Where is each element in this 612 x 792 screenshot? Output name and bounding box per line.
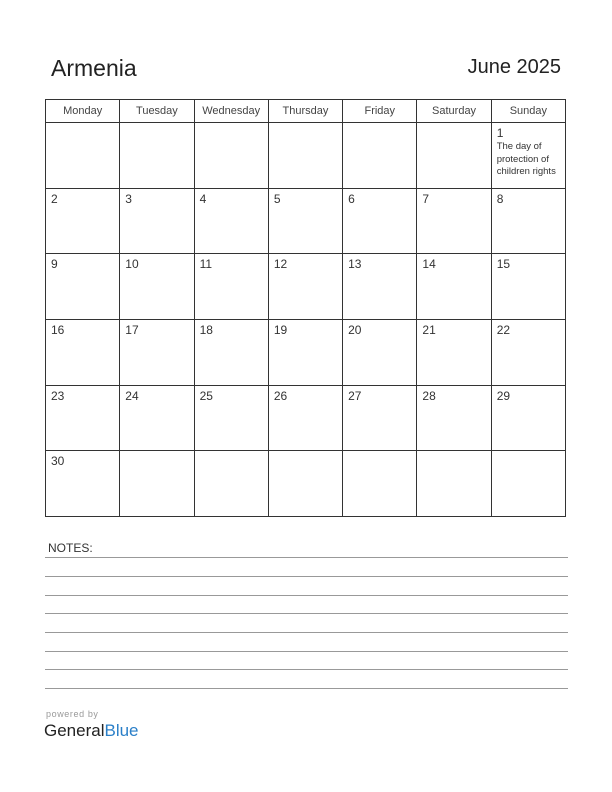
day-number: 15	[496, 257, 511, 272]
day-cell	[491, 254, 565, 320]
day-cell	[343, 254, 417, 320]
day-cell	[491, 188, 565, 254]
day-number: 24	[125, 388, 139, 403]
day-number	[46, 123, 119, 126]
day-number: 9	[51, 257, 58, 272]
day-number	[195, 451, 268, 454]
day-cell	[120, 451, 194, 517]
weekday-header-row	[46, 100, 566, 123]
day-cell	[343, 123, 417, 189]
day-number: 20	[348, 322, 362, 337]
day-number: 25	[199, 388, 213, 403]
country-title: Armenia	[51, 55, 137, 81]
note-line	[45, 557, 568, 558]
week-row	[46, 385, 566, 451]
powered-by-label: powered by	[46, 709, 99, 719]
day-number: 27	[348, 388, 362, 403]
note-line	[45, 613, 568, 614]
day-cell	[46, 451, 120, 517]
note-line	[45, 595, 568, 596]
day-number: 30	[51, 454, 65, 469]
day-number: 14	[422, 257, 436, 272]
weekday-friday: Friday	[343, 100, 417, 123]
weekday-thursday: Thursday	[268, 100, 342, 123]
brand-general: General	[44, 721, 105, 740]
day-number: 8	[496, 191, 504, 206]
day-cell	[268, 188, 342, 254]
day-cell	[417, 188, 491, 254]
note-line	[45, 688, 568, 689]
day-cell	[46, 188, 120, 254]
holiday-label: The day of protection of children rights	[496, 141, 556, 177]
note-line	[45, 576, 568, 577]
day-cell	[268, 451, 342, 517]
day-number: 2	[51, 191, 58, 206]
day-number	[343, 123, 416, 126]
day-cell	[46, 254, 120, 320]
day-number: 13	[348, 257, 362, 272]
day-cell	[491, 451, 565, 517]
note-line	[45, 669, 568, 670]
day-cell	[120, 188, 194, 254]
day-number	[492, 451, 565, 454]
day-number	[269, 123, 342, 126]
day-cell	[268, 123, 342, 189]
day-number: 4	[199, 191, 207, 206]
day-number: 18	[199, 322, 213, 337]
brand-blue: Blue	[104, 721, 139, 740]
week-row	[46, 451, 566, 517]
day-number: 17	[125, 322, 139, 337]
day-cell	[491, 385, 565, 451]
day-number: 6	[348, 191, 355, 206]
day-cell	[417, 385, 491, 451]
day-cell	[491, 319, 565, 385]
day-cell	[120, 123, 194, 189]
day-number	[195, 123, 268, 126]
day-cell	[194, 319, 268, 385]
day-number: 28	[422, 388, 436, 403]
day-number: 26	[273, 388, 288, 403]
day-cell	[194, 188, 268, 254]
note-line	[45, 651, 568, 652]
month-year-title: June 2025	[467, 56, 561, 78]
day-number: 16	[51, 322, 65, 337]
day-cell	[343, 188, 417, 254]
weekday-wednesday: Wednesday	[194, 100, 268, 123]
day-number: 3	[125, 191, 132, 206]
week-row	[46, 188, 566, 254]
calendar-grid	[45, 99, 566, 517]
day-cell	[268, 319, 342, 385]
note-line	[45, 632, 568, 633]
day-number: 7	[422, 191, 430, 206]
day-number	[269, 451, 342, 454]
generalblue-logo[interactable]	[44, 721, 139, 741]
day-cell	[194, 451, 268, 517]
day-number	[120, 123, 193, 126]
day-cell	[120, 319, 194, 385]
day-cell	[417, 123, 491, 189]
day-cell	[417, 254, 491, 320]
day-cell	[343, 451, 417, 517]
day-cell	[120, 385, 194, 451]
day-number	[417, 451, 490, 454]
day-cell	[491, 123, 565, 189]
day-number: 19	[273, 322, 288, 337]
day-number: 5	[273, 191, 281, 206]
day-number: 12	[273, 257, 288, 272]
weekday-saturday: Saturday	[417, 100, 491, 123]
day-cell	[194, 385, 268, 451]
day-cell	[268, 385, 342, 451]
week-row	[46, 319, 566, 385]
day-number: 10	[125, 257, 139, 272]
day-cell	[268, 254, 342, 320]
day-number: 22	[496, 322, 511, 337]
day-cell	[417, 319, 491, 385]
day-cell	[46, 123, 120, 189]
week-row	[46, 123, 566, 189]
day-cell	[343, 319, 417, 385]
day-number: 1	[496, 126, 504, 140]
day-cell	[46, 319, 120, 385]
day-cell	[46, 385, 120, 451]
weekday-sunday: Sunday	[491, 100, 565, 123]
day-cell	[194, 123, 268, 189]
day-cell	[417, 451, 491, 517]
weekday-monday: Monday	[46, 100, 120, 123]
day-number	[417, 123, 490, 126]
week-row	[46, 254, 566, 320]
day-number: 11	[199, 257, 213, 272]
weekday-tuesday: Tuesday	[120, 100, 194, 123]
notes-label: NOTES:	[48, 541, 93, 555]
day-number: 29	[496, 388, 511, 403]
day-number	[343, 451, 416, 454]
day-cell	[343, 385, 417, 451]
day-number: 21	[422, 322, 436, 337]
day-cell	[120, 254, 194, 320]
day-cell	[194, 254, 268, 320]
day-number	[120, 451, 193, 454]
day-number: 23	[51, 388, 65, 403]
